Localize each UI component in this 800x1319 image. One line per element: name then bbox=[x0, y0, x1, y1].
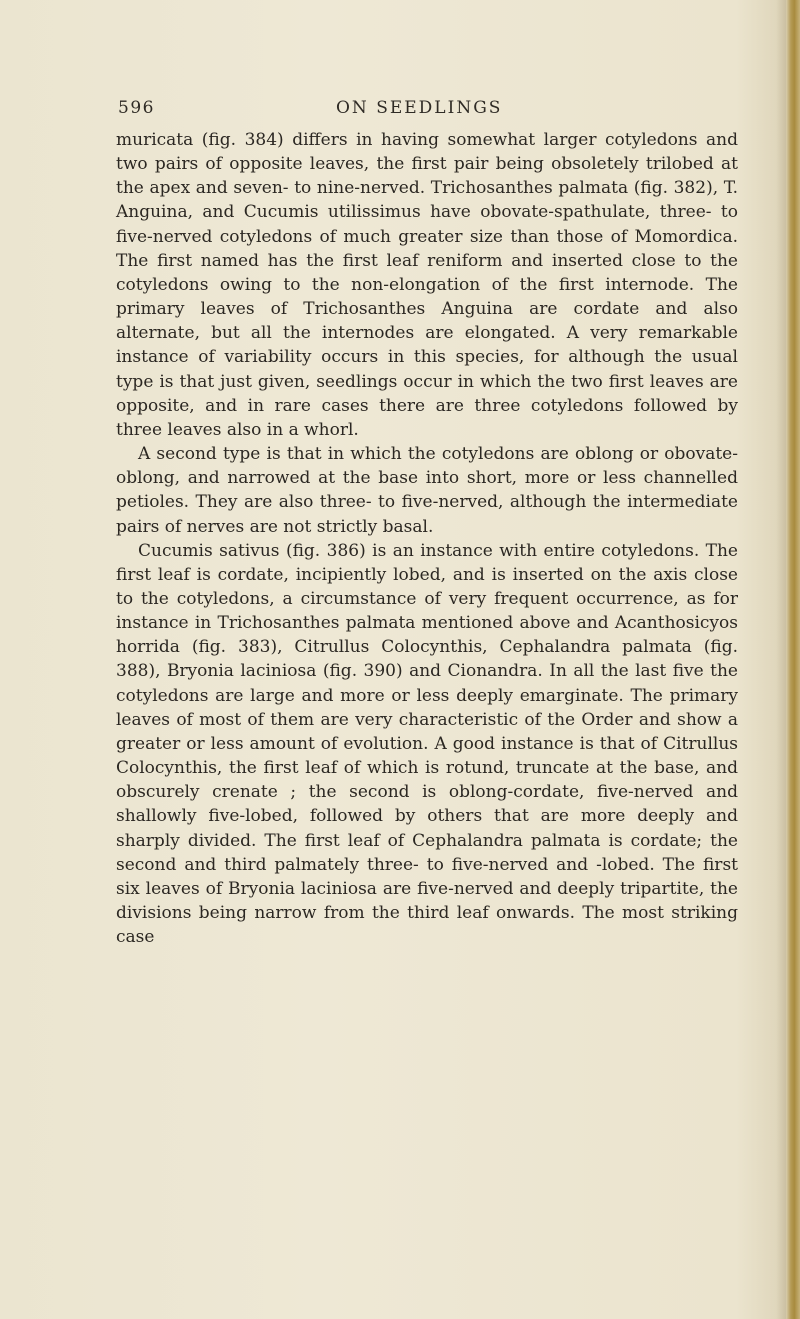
running-title: ON SEEDLINGS bbox=[336, 98, 503, 118]
page-edge bbox=[786, 0, 800, 1319]
page-gutter-shadow bbox=[776, 0, 786, 1319]
body-text bbox=[116, 128, 738, 949]
running-head bbox=[118, 98, 738, 122]
paragraph-second-type: A second type is that in which the cotyledons are oblong or obovate-oblong, and narrowed at the base into short, more or less channelled petioles. They are also three- to five-nerved, although the intermediate pairs of nerves are not strictly basal. bbox=[116, 444, 738, 537]
paragraph-continued: muricata (fig. 384) differs in having somewhat larger cotyledons and two pairs of opposite leaves, the first pair being obsoletely trilobed at the apex and seven- to nine-nerved. Trichosanthes palmata (fig. 382), T. Anguina, and Cucumis utilissimus have obovate-spathulate, three- to five-nerved cotyledons of much greater size than those of Momordica. The first named has the first leaf reniform and inserted close to the cotyledons owing to the non-elongation of the first internode. The primary leaves of Trichosanthes Anguina are cordate and also alternate, but all the internodes are elongated. A very remarkable instance of variability occurs in this species, for although the usual type is that just given, seedlings occur in which the two first leaves are opposite, and in rare cases there are three cotyledons followed by three leaves also in a whorl. bbox=[116, 130, 738, 440]
page-number: 596 bbox=[118, 98, 155, 118]
paragraph-cucumis-sativus: Cucumis sativus (fig. 386) is an instance with entire cotyledons. The first leaf is cordate, incipiently lobed, and is inserted on the axis close to the cotyledons, a circumstance of very frequent occurrence, as for instance in Trichosanthes palmata mentioned above and Acanthosicyos horrida (fig. 383), Citrullus Colocynthis, Cephalandra palmata (fig. 388), Bryonia laciniosa (fig. 390) and Cionandra. In all the last five the cotyledons are large and more or less deeply emarginate. The primary leaves of most of them are very characteristic of the Order and show a greater or less amount of evolution. A good instance is that of Citrullus Colocynthis, the first leaf of which is rotund, truncate at the base, and obscurely crenate ; the second is oblong-cordate, five-nerved and shallowly five-lobed, followed by others that are more deeply and sharply divided. The first leaf of Cephalandra palmata is cordate; the second and third palmately three- to five-nerved and -lobed. The first six leaves of Bryonia laciniosa are five-nerved and deeply tripartite, the divisions being narrow from the third leaf onwards. The most striking case bbox=[116, 540, 738, 948]
